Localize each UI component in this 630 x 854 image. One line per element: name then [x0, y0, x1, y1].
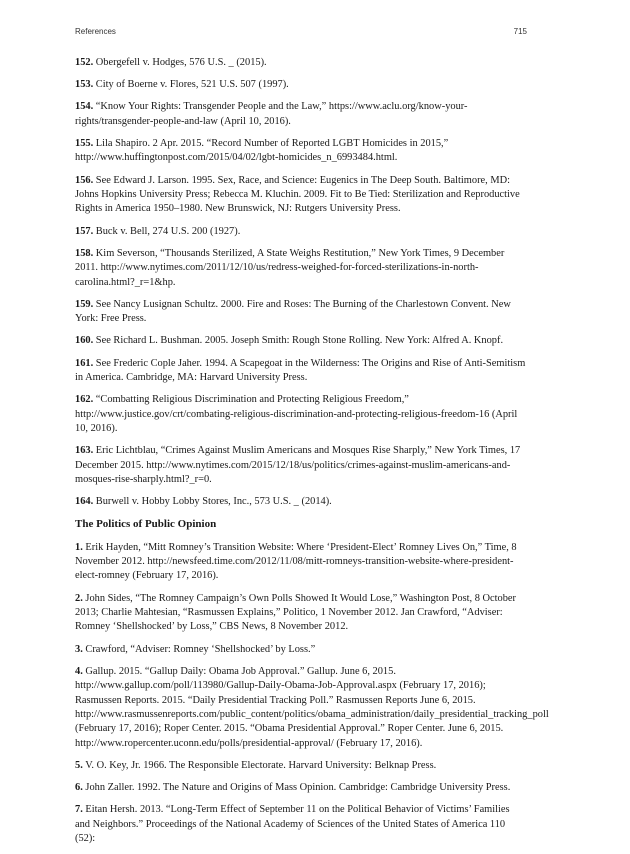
reference-number: 155.: [75, 138, 94, 150]
reference-text: John Zaller. 1992. The Nature and Origins of Mass Opinion. Cambridge: Cambridge University Press.: [85, 782, 511, 794]
references-list-b: [75, 541, 549, 847]
running-header: [75, 27, 527, 41]
reference-text: Lila Shapiro. 2 Apr. 2015. “Record Number of Reported LGBT Homicides in 2015,” http://www.huffingtonpost.com/2015/04/02/lgbt-homicides_n_6993484.html.: [75, 138, 449, 164]
reference-text: John Sides, “The Romney Campaign’s Own Polls Showed It Would Lose,” Washington Post, 8 October 2013; Charlie Mahtesian, “Rasmussen Explains,” Politico, 1 November 2012. Jan Crawford, “Adviser: Romney ‘Shellshocked’ by Loss,” CBS News, 8 November 2012.: [75, 592, 516, 633]
reference-number: 152.: [75, 57, 94, 68]
reference-number: 163.: [75, 445, 94, 457]
reference-entry: [75, 225, 527, 239]
reference-number: 164.: [75, 496, 94, 508]
reference-text: Crawford, “Adviser: Romney ‘Shellshocked’ by Loss.”: [85, 643, 316, 655]
reference-entry: [75, 541, 527, 584]
reference-number: 4.: [75, 665, 83, 677]
reference-entry: [75, 357, 527, 386]
references-list-a: [75, 56, 527, 510]
reference-entry: [75, 298, 527, 327]
section-heading: The Politics of Public Opinion: [75, 517, 217, 530]
reference-number: 161.: [75, 357, 94, 369]
reference-number: 160.: [75, 335, 94, 347]
reference-text: “Know Your Rights: Transgender People and the Law,” https://www.aclu.org/know-your-rights/transgender-people-and-law (April 10, 2016).: [75, 101, 468, 127]
page-number: 715: [513, 27, 527, 36]
reference-entry: [75, 137, 527, 166]
reference-text: Eric Lichtblau, “Crimes Against Muslim Americans and Mosques Rise Sharply,” New York Times, 17 December 2015. http://www.nytimes.com/2015/12/18/us/politics/crimes-against-muslim-americans-and-mosques-rise-sharply.html?_r=0.: [75, 445, 521, 486]
reference-entry: [75, 759, 527, 773]
reference-text: V. O. Key, Jr. 1966. The Responsible Electorate. Harvard University: Belknap Press.: [85, 759, 437, 771]
reference-number: 1.: [75, 541, 83, 553]
reference-number: 6.: [75, 782, 83, 794]
reference-entry: [75, 174, 527, 217]
reference-entry: [75, 781, 527, 795]
reference-text: Gallup. 2015. “Gallup Daily: Obama Job Approval.” Gallup. June 6, 2015. http://www.gallup.com/poll/113980/Gallup-Daily-Obama-Job-Approval.aspx (February 17, 2016); Rasmussen Reports. 2015. “Daily Presidential Tracking Poll.” Rasmussen Reports June 6, 2015. http://www.rasmussenreports.com/public_content/politics/obama_administration/daily_presidential_tracking_poll (February 17, 2016); Roper Center. 2015. “Obama Presidential Approval.” Roper Center. June 6, 2015. http://www.ropercenter.uconn.edu/polls/presidential-approval/ (February 17, 2016).: [75, 665, 549, 749]
reference-number: 2.: [75, 592, 83, 604]
reference-text: See Edward J. Larson. 1995. Sex, Race, and Science: Eugenics in The Deep South. Baltimore, MD: Johns Hopkins University Press; Rebecca M. Kluchin. 2009. Fit to Be Tied: Sterilization and Reproductive Rights in America 1950–1980. New Brunswick, NJ: Rutgers University Press.: [75, 174, 520, 215]
reference-number: 3.: [75, 643, 83, 655]
reference-number: 157.: [75, 225, 94, 237]
reference-text: Obergefell v. Hodges, 576 U.S. _ (2015).: [95, 57, 267, 68]
references-content: [75, 56, 549, 854]
reference-entry: [75, 444, 527, 487]
reference-number: 162.: [75, 394, 94, 406]
reference-entry: [75, 78, 527, 92]
reference-number: 5.: [75, 759, 83, 771]
reference-entry: [75, 592, 527, 635]
reference-text: Buck v. Bell, 274 U.S. 200 (1927).: [95, 225, 241, 237]
header-title: References: [75, 27, 116, 36]
reference-number: 153.: [75, 79, 94, 91]
reference-number: 156.: [75, 174, 94, 186]
reference-text: Eitan Hersh. 2013. “Long-Term Effect of September 11 on the Political Behavior of Victims’ Families and Neighbors.” Proceedings of the National Academy of Sciences of the United States of America 110 (52):: [75, 804, 510, 845]
reference-text: City of Boerne v. Flores, 521 U.S. 507 (1997).: [95, 79, 289, 91]
reference-entry: [75, 247, 527, 290]
reference-entry: [75, 100, 527, 129]
reference-entry: [75, 393, 527, 436]
reference-entry: [75, 495, 527, 509]
reference-number: 158.: [75, 247, 94, 259]
reference-text: See Richard L. Bushman. 2005. Joseph Smith: Rough Stone Rolling. New York: Alfred A. Knopf.: [95, 335, 504, 347]
reference-text: See Frederic Cople Jaher. 1994. A Scapegoat in the Wilderness: The Origins and Rise of Anti-Semitism in America. Cambridge, MA: Harvard University Press.: [75, 357, 526, 384]
reference-number: 159.: [75, 298, 94, 310]
reference-text: Erik Hayden, “Mitt Romney’s Transition Website: Where ‘President-Elect’ Romney Lives On,” Time, 8 November 2012. http://newsfeed.time.com/2012/11/08/mitt-romneys-transition-website-where-president-elect-romney (February 17, 2016).: [75, 541, 517, 582]
reference-text: See Nancy Lusignan Schultz. 2000. Fire and Roses: The Burning of the Charlestown Convent. New York: Free Press.: [75, 298, 511, 325]
reference-entry: [75, 803, 527, 846]
reference-entry: [75, 665, 549, 751]
reference-text: Kim Severson, “Thousands Sterilized, A State Weighs Restitution,” New York Times, 9 December 2011. http://www.nytimes.com/2011/12/10/us/redress-weighed-for-forced-sterilizations-in-north-carolina.html?_r=1&hp.: [75, 247, 505, 288]
reference-entry: [75, 643, 527, 657]
reference-text: “Combatting Religious Discrimination and Protecting Religious Freedom,” http://www.justice.gov/crt/combating-religious-discrimination-and-protecting-religious-freedom-16 (April 10, 2016).: [75, 394, 518, 435]
reference-entry: [75, 334, 527, 348]
reference-number: 7.: [75, 804, 83, 816]
reference-entry: [75, 56, 527, 70]
reference-text: Burwell v. Hobby Lobby Stores, Inc., 573 U.S. _ (2014).: [95, 496, 332, 508]
reference-number: 154.: [75, 101, 94, 113]
